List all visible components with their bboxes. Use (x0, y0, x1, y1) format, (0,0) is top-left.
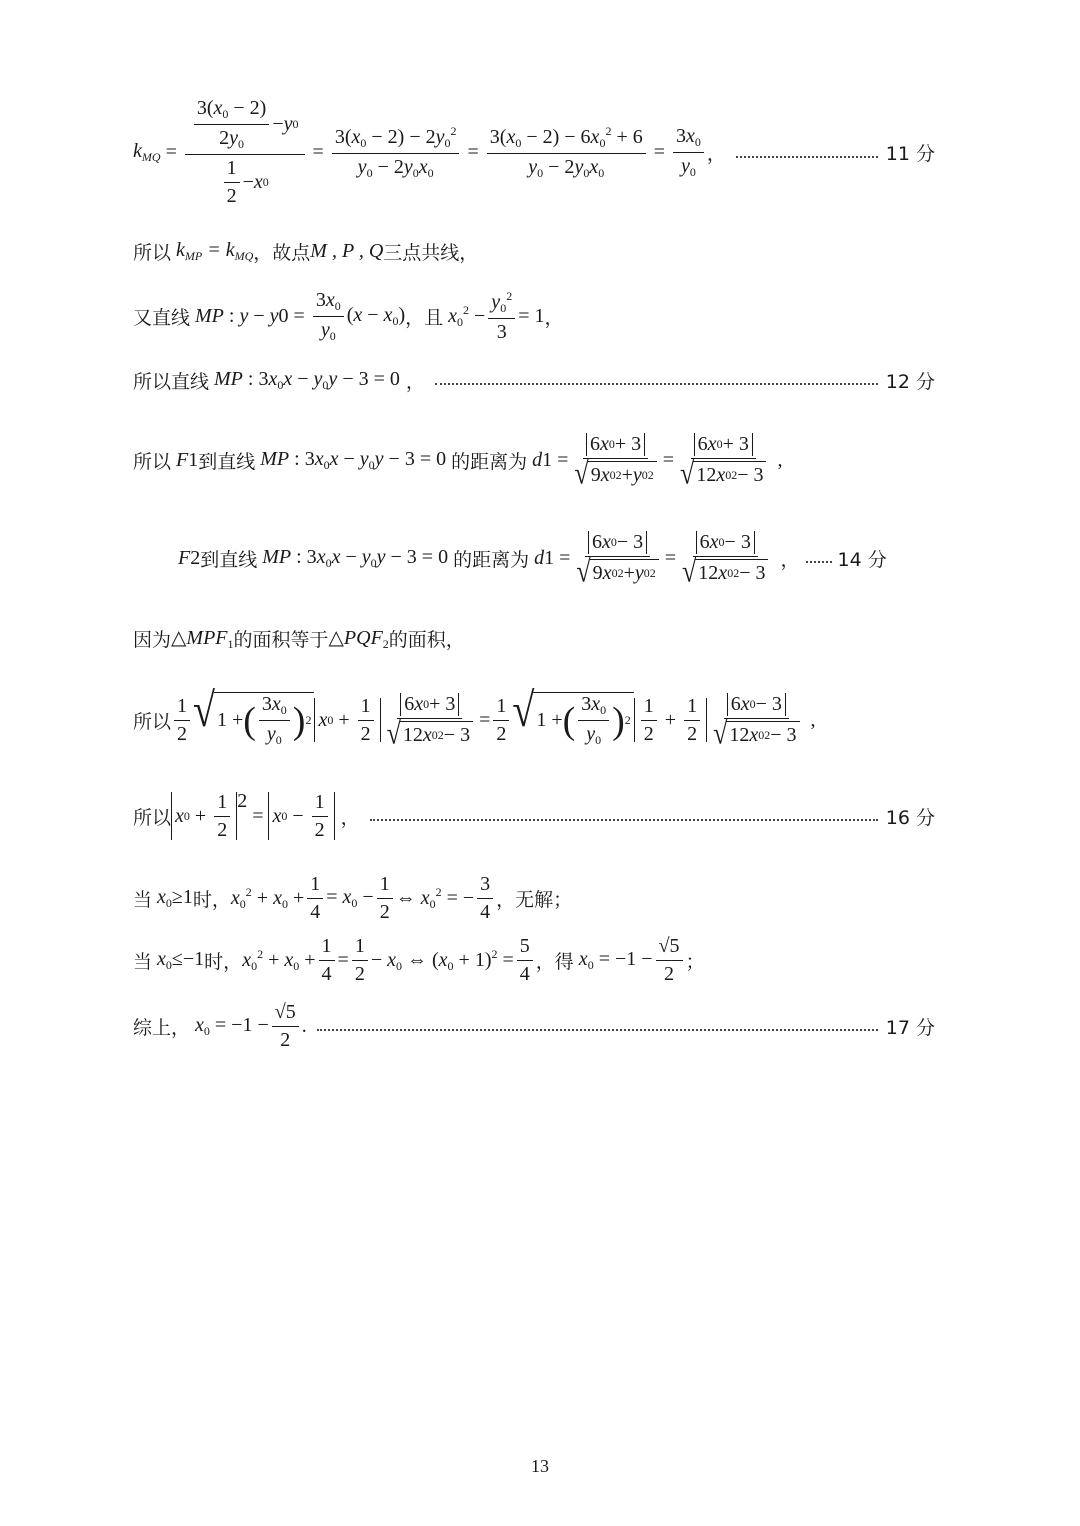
score-mark: 14 分 (837, 548, 887, 571)
score-mark: 11 分 (885, 143, 935, 165)
dot-leader (806, 561, 832, 563)
distance-f1: 所以 F 1 到直线 MP : $3x_0x - y_0y - 3 = 0$ 的距离为 d 1 = 6 x 0 + 3 √ 9 x 0 2 + y 0 2 = 6 x 0 + 3 √ 12 x 0 2 − 3 , (133, 432, 783, 491)
line-mp-equation: 又直线 MP : y − y 0 = $\frac{3x_0}{y_0}$ $(x - x_0)$ ，且 $x_0^2$ − $\frac{y_0^2}{3}$ = 1 ， (133, 288, 564, 343)
dot-leader (435, 383, 878, 385)
score-mark: 16 分 (885, 806, 935, 829)
dot-leader (370, 819, 878, 821)
score-mark: 17 分 (885, 1016, 935, 1039)
case-x-ge-1: 当 $x_0\ge 1$ 时， $x_0^2 + x_0$ + $\frac{1}{4}$ = $x_0$ − $\frac{1}{2}$ ⇔ $x_0^2$ = − $\frac{3}{4}$ ，无解； (133, 872, 573, 923)
dot-leader (736, 156, 878, 158)
case-x-le-minus-1: 当 $x_0\le-1$ 时， $x_0^2 + x_0$ + $\frac{1}{4}$ = $\frac{1}{2}$ − $x_0$ ⇔ $(x_0 + 1)^2$ = $\frac{5}{4}$ ，得 $x_0 = -1$ − $\frac{√5}{2}$ ； (133, 934, 705, 985)
conclusion: 综上， $x_0 = -1$ − $\frac{√5}{2}$ . 17 分 (133, 1000, 935, 1051)
dot-leader (317, 1029, 878, 1031)
compound-fraction: $\frac{3(x_0 - 2)}{2y_0}$ − y 0 $\frac{1}{2}$ − x 0 (185, 97, 305, 208)
area-equality-statement: 因为 $\triangle MPF_1$ 的面积等于 $\triangle PQF_2$ 的面积， (133, 626, 465, 651)
distance-f2: F 2 到直线 MP : $3x_0x - y_0y - 3 = 0$ 的距离为 d 1 = 6 x 0 − 3 √ 9 x 0 2 + y 0 2 = 6 x 0 − 3 √ 12 x 0 2 − 3 ， 14 分 (178, 530, 887, 589)
page-number: 13 (531, 1456, 549, 1476)
equation-kmq: $k_{MQ}$ = $\frac{3(x_0 - 2)}{2y_0}$ − y 0 $\frac{1}{2}$ − x 0 = $\frac{3(x_0 - 2) - 2y_0^2}{y_0 - 2y_0x_0}$ = $\frac{3(x_0 - 2) - 6x_0^2 + 6}{y_0 - 2y_0x_0}$ = $\frac{3x_0}{y_0}$ ， 11 分 (133, 97, 935, 207)
absolute-value-equation: 所以 x 0 + $\frac{1}{2}$ 2 = x 0 − $\frac{1}{2}$ ， 16 分 (133, 790, 935, 841)
kmq-symbol: $k_{MQ}$ (133, 140, 161, 164)
line-mp-general-form: 所以直线 MP : $3x_0x - y_0y - 3 = 0$ ， 12 分 (133, 367, 935, 393)
score-mark: 12 分 (885, 370, 935, 393)
area-equation: 所以 $\frac{1}{2}$ √ 1 + ( $\frac{3x_0}{y_0}$ ) 2 x 0 + $\frac{1}{2}$ 6 x 0 + 3 √ 12 x 0 2 − 3 = $\frac{1}{2}$ √ 1 + ( $\frac{3x_0}{y_0}$ ) 2 $\frac{1}{2}$ + $\frac{1}{2}$ 6 x 0 − 3 √ 12 x 0 2 − 3 , (133, 682, 816, 751)
collinear-statement: 所以 $k_{MP} = k_{MQ}$ ，故点 M , P , Q 三点共线， (133, 238, 479, 264)
